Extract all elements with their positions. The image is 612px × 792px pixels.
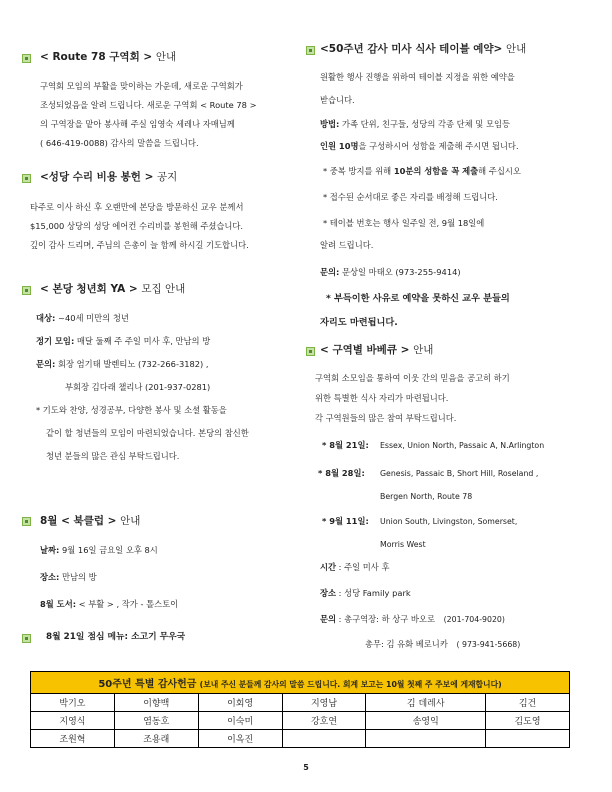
- donor-cell: 이회영: [198, 694, 282, 712]
- section-heading-bookclub: [40, 513, 140, 528]
- heading-suffix: 안내: [506, 43, 527, 55]
- body-line: 조성되었음을 알려 드립니다. 새로운 구역회 < Route 78 >: [40, 100, 257, 110]
- info-line: [320, 119, 510, 130]
- schedule-groups: Bergen North, Route 78: [380, 492, 473, 501]
- table-row: [31, 694, 570, 712]
- body-line: ( 646-419-0088) 감사의 말씀을 드립니다.: [40, 138, 199, 148]
- donor-cell: [486, 730, 570, 748]
- note-line: [323, 166, 521, 177]
- body-line: 깊이 감사 드리며, 주님의 은총이 늘 함께 하시길 기도합니다.: [30, 240, 249, 250]
- info-line: [320, 588, 411, 599]
- heading-text: < 본당 청년회 YA >: [40, 283, 138, 295]
- schedule-date: * 9월 11일:: [322, 516, 369, 526]
- info-line: 부회장 김다래 챌리나 (201-937-0281): [65, 382, 211, 392]
- donor-cell: 김건: [486, 694, 570, 712]
- note-line: 같이 할 청년들의 모임이 마련되었습니다. 본당의 참신한: [46, 428, 249, 438]
- donor-cell: 염동호: [114, 712, 198, 730]
- info-line: [36, 359, 209, 370]
- info-line: [40, 599, 178, 610]
- info-line: [320, 267, 461, 278]
- heading-suffix: 안내: [120, 515, 141, 527]
- donor-cell: 지영식: [31, 712, 115, 730]
- label: 문의: [320, 614, 337, 624]
- value: : 성당 Family park: [338, 588, 411, 598]
- body-line: 의 구역장을 맡아 봉사해 주실 임영숙 세레나 자매님께: [40, 119, 235, 129]
- schedule-groups: Union South, Livingston, Somerset,: [380, 517, 518, 526]
- info-line: [40, 545, 158, 556]
- section-heading-route78: [40, 49, 176, 64]
- donor-cell: [282, 730, 366, 748]
- schedule-date: * 8월 28일:: [318, 468, 365, 478]
- schedule-groups: Essex, Union North, Passaic A, N.Arlington: [380, 441, 545, 450]
- section-bullet-icon: [22, 517, 31, 526]
- section-heading-reservation: [320, 41, 526, 56]
- heading-text: <50주년 감사 미사 식사 테이블 예약>: [320, 43, 503, 55]
- donor-cell: 송영익: [366, 712, 486, 730]
- label: 대상:: [36, 313, 56, 323]
- heading-text: < Route 78 구역회 >: [40, 51, 153, 63]
- label: 문의:: [36, 359, 56, 369]
- phone: (201-704-9020): [443, 615, 505, 624]
- note-line: * 테이블 번호는 행사 일주일 전, 9월 18일에: [323, 218, 485, 228]
- value: 회장 엄기태 발렌티노 (732-266-3182) ,: [58, 359, 209, 369]
- donation-table: [30, 671, 570, 748]
- schedule-groups: Morris West: [380, 540, 426, 549]
- donor-cell: [366, 730, 486, 748]
- value: 9월 16일 금요일 오후 8시: [62, 545, 158, 555]
- donor-cell: 강호연: [282, 712, 366, 730]
- label: 날짜:: [40, 545, 60, 555]
- heading-suffix: 안내: [413, 344, 434, 356]
- info-line: [320, 614, 505, 625]
- section-bullet-icon: [22, 286, 31, 295]
- label: 문의:: [320, 267, 340, 277]
- lunch-menu: 8월 21일 점심 메뉴: 소고기 무우국: [46, 632, 186, 642]
- info-line: [36, 313, 129, 324]
- body-line: 원활한 행사 진행을 위하여 테이블 지정을 위한 예약을: [320, 72, 515, 82]
- table-header-row: [31, 672, 570, 694]
- section-bullet-icon: [22, 54, 31, 63]
- note-line: * 접수된 순서대로 좋은 자리를 배정해 드립니다.: [323, 192, 498, 202]
- emphasis: 인원 10명: [320, 141, 359, 151]
- info-line: [320, 141, 519, 152]
- donor-cell: 이옥진: [198, 730, 282, 748]
- body-line: 위한 특별한 식사 자리가 마련됩니다.: [315, 393, 449, 403]
- value: : 주일 미사 후: [338, 562, 390, 572]
- value: 매달 둘째 주 주일 미사 후, 만남의 방: [76, 336, 211, 346]
- label: 8월 도서:: [40, 599, 77, 609]
- label: 장소:: [40, 572, 60, 582]
- table-header: [31, 672, 570, 694]
- phone: ( 973-941-5668): [456, 640, 521, 649]
- donation-subtitle: (보내 주신 분들께 감사의 말씀 드립니다. 회계 보고는 10월 첫째 주 주보에 게재합니다): [199, 680, 502, 689]
- label: 방법:: [320, 119, 340, 129]
- section-bullet-icon: [306, 347, 315, 356]
- note-emphasis: 10분의 성함을 꼭 제출: [393, 166, 479, 176]
- schedule-date: * 8월 21일:: [322, 440, 369, 450]
- donor-cell: 김도영: [486, 712, 570, 730]
- table-row: [31, 730, 570, 748]
- value: : 총구역장: 하 상구 바오로: [338, 614, 435, 624]
- donor-cell: 이숙미: [198, 712, 282, 730]
- section-bullet-icon: [22, 174, 31, 183]
- body-line: $15,000 상당의 성당 에어컨 수리비를 봉헌해 주셨습니다.: [30, 221, 244, 231]
- value: ~40세 미만의 청년: [58, 313, 129, 323]
- value: 총무: 김 유화 베로니카: [365, 639, 448, 649]
- heading-suffix: 안내: [155, 51, 177, 63]
- body-line: 각 구역원들의 많은 참여 부탁드립니다.: [315, 413, 457, 423]
- donor-cell: 박기오: [31, 694, 115, 712]
- value: < 부활 > , 작가 - 톨스토이: [78, 599, 179, 609]
- section-heading-youth: [40, 281, 185, 296]
- note-line: 청년 분들의 많은 관심 부탁드립니다.: [46, 451, 180, 461]
- value: 만남의 방: [62, 572, 97, 582]
- donation-title: 50주년 특별 감사헌금: [98, 679, 197, 690]
- body-line: 구역회 모임의 부활을 맞이하는 가운데, 새로운 구역회가: [40, 81, 243, 91]
- value: 문상일 마태오 (973-255-9414): [342, 267, 461, 277]
- body-line: 받습니다.: [320, 95, 355, 105]
- note-line: * 기도와 찬양, 성경공부, 다양한 봉사 및 소셜 활동을: [36, 405, 227, 415]
- value: 가족 단위, 친구들, 성당의 각종 단체 및 모임등: [342, 119, 511, 129]
- section-bullet-icon: [306, 46, 315, 55]
- section-heading-repair: [40, 169, 177, 184]
- donor-cell: 김 데레사: [366, 694, 486, 712]
- note-line: 알려 드립니다.: [320, 240, 374, 250]
- page-number: 5: [303, 763, 309, 772]
- donor-cell: 이향백: [114, 694, 198, 712]
- donor-cell: 조원혁: [31, 730, 115, 748]
- heading-text: <성당 수리 비용 봉헌 >: [40, 171, 154, 183]
- label: 정기 모임:: [36, 336, 75, 346]
- info-line: [40, 572, 97, 583]
- heading-text: 8월 < 북클럽 >: [40, 515, 117, 527]
- donor-cell: 지영남: [282, 694, 366, 712]
- heading-suffix: 공지: [157, 171, 178, 183]
- emphasis-line: * 부득이한 사유로 예약을 못하신 교우 분들의: [326, 293, 510, 304]
- label: 시간: [320, 562, 337, 572]
- value: 을 구성하시어 성함을 제출해 주시면 됩니다.: [358, 141, 519, 151]
- emphasis-line: 자리도 마련됩니다.: [320, 317, 398, 328]
- info-line: [36, 336, 210, 347]
- info-line: [320, 562, 389, 573]
- table-row: [31, 712, 570, 730]
- heading-text: < 구역별 바베큐 >: [320, 344, 410, 356]
- section-heading-bbq: [320, 342, 433, 357]
- note-text: * 중복 방지를 위해: [323, 166, 394, 176]
- label: 장소: [320, 588, 337, 598]
- info-line: [365, 639, 520, 650]
- heading-suffix: 모집 안내: [141, 283, 186, 295]
- note-text: 해 주십시오: [478, 166, 521, 176]
- body-line: 타주로 이사 하신 후 오랜만에 본당을 방문하신 교우 분께서: [30, 202, 244, 212]
- body-line: 구역회 소모임을 통하여 이웃 간의 믿음을 공고히 하기: [315, 373, 510, 383]
- section-bullet-icon: [22, 634, 31, 643]
- donor-cell: 조용래: [114, 730, 198, 748]
- schedule-groups: Genesis, Passaic B, Short Hill, Roseland ,: [380, 469, 539, 478]
